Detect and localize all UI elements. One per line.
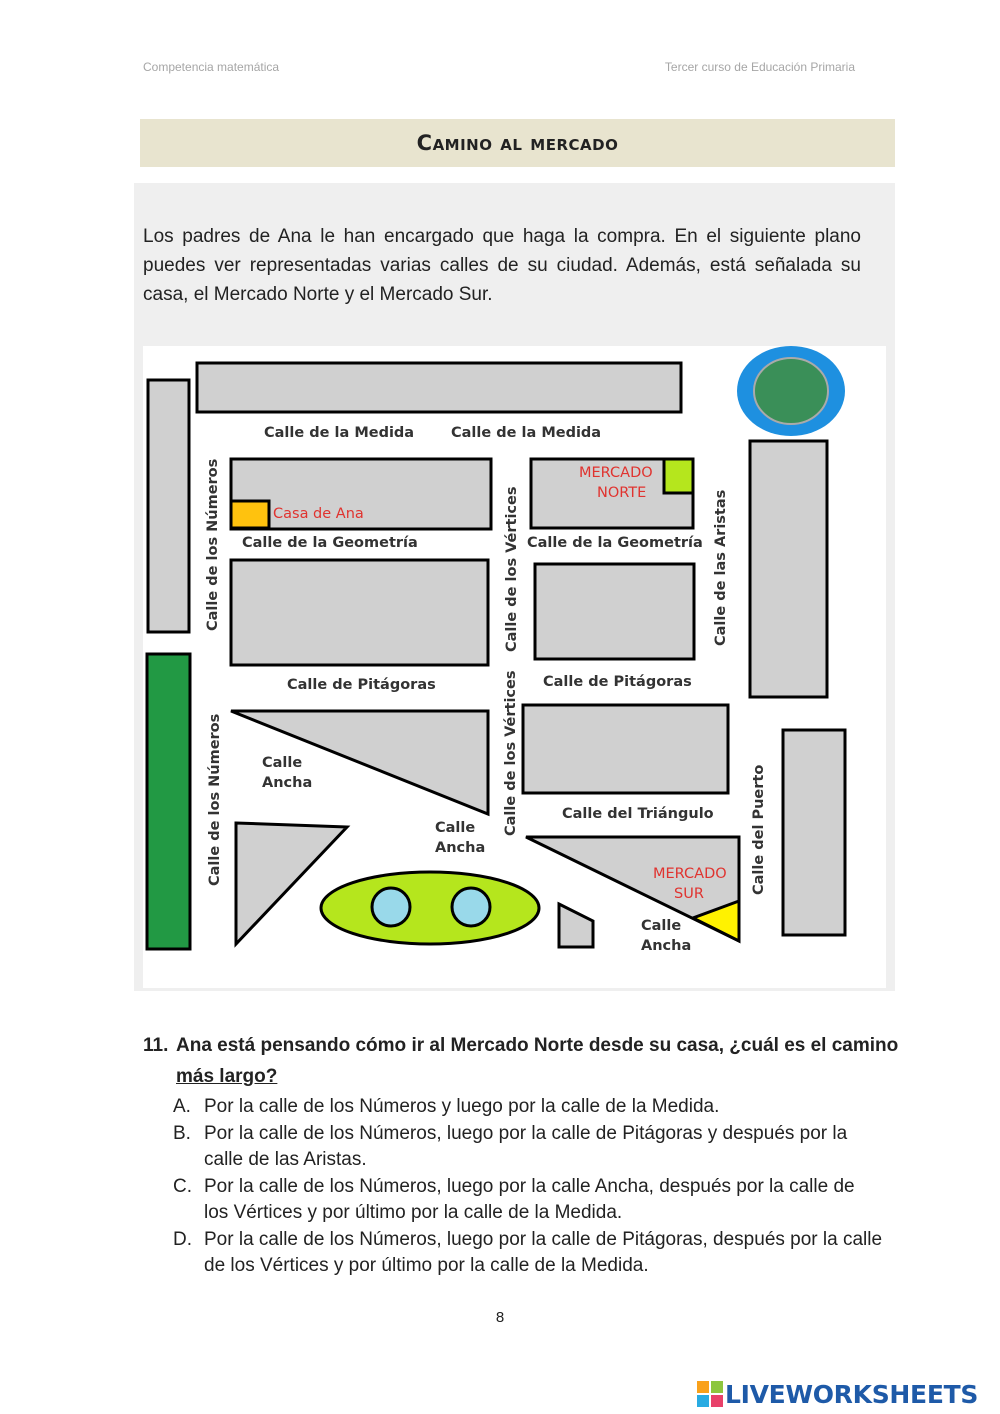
mercado-norte-label-2: NORTE — [597, 485, 647, 501]
block-mid-left — [231, 560, 488, 665]
street-geometria-1: Calle de la Geometría — [242, 535, 418, 551]
question-11 — [143, 1030, 913, 1092]
small-block — [559, 904, 593, 947]
option-text: Por la calle de los Números, luego por la calle Ancha, después por la calle de los Vértices y por último por la calle de la Medida. — [204, 1175, 855, 1223]
option-letter: D. — [173, 1228, 192, 1250]
option-c[interactable] — [173, 1174, 883, 1227]
street-map — [143, 346, 886, 988]
block-mid-right — [535, 564, 694, 659]
mercado-norte-label-1: MERCADO — [579, 465, 653, 481]
street-ancha-3-calle: Calle — [641, 918, 682, 934]
mercado-norte-marker — [664, 459, 693, 493]
park-oval — [321, 872, 539, 944]
round-park — [754, 358, 828, 424]
street-medida-1: Calle de la Medida — [264, 425, 415, 441]
street-vertices-1: Calle de los Vértices — [504, 486, 520, 652]
block-top — [197, 363, 681, 412]
street-vertices-2: Calle de los Vértices — [503, 670, 519, 836]
mercado-sur-label-1: MERCADO — [653, 866, 727, 882]
liveworksheets-brand[interactable] — [697, 1374, 978, 1414]
question-emphasis: más largo? — [176, 1066, 278, 1087]
street-medida-2: Calle de la Medida — [451, 425, 602, 441]
pond-left — [372, 888, 410, 926]
block-right-lower — [783, 730, 845, 935]
question-text: Ana está pensando cómo ir al Mercado Norte desde su casa, ¿cuál es el camino — [176, 1035, 899, 1056]
street-ancha-2-calle: Calle — [435, 820, 476, 836]
street-ancha-1-ancha: Ancha — [262, 775, 313, 791]
option-letter: A. — [173, 1096, 191, 1117]
mercado-sur-label-2: SUR — [674, 886, 704, 902]
street-numeros-2: Calle de los Números — [207, 713, 223, 886]
street-ancha-3-ancha: Ancha — [641, 938, 692, 954]
question-number: 11. — [143, 1035, 169, 1056]
option-text: Por la calle de los Números, luego por la calle de Pitágoras, después por la calle de los Vértices y por último por la calle de la Medida. — [204, 1228, 883, 1276]
street-puerto: Calle del Puerto — [751, 764, 767, 895]
option-b[interactable] — [173, 1121, 883, 1174]
block-lower-right — [523, 705, 728, 793]
option-text: Por la calle de los Números, luego por la calle de Pitágoras y después por la calle de las Aristas. — [204, 1122, 848, 1170]
street-numeros-1: Calle de los Números — [205, 458, 221, 631]
answer-options — [173, 1094, 883, 1280]
block-right-upper — [750, 441, 827, 697]
option-a[interactable] — [173, 1094, 883, 1121]
street-triangulo: Calle del Triángulo — [562, 806, 714, 822]
header-subject: Competencia matemática — [143, 60, 280, 74]
street-ancha-2-ancha: Ancha — [435, 840, 486, 856]
street-pitagoras-1: Calle de Pitágoras — [287, 677, 436, 693]
option-letter: C. — [173, 1175, 192, 1197]
header-course: Tercer curso de Educación Primaria — [664, 60, 855, 74]
triangle-block-2 — [236, 823, 347, 944]
street-pitagoras-2: Calle de Pitágoras — [543, 674, 692, 690]
street-ancha-1-calle: Calle — [262, 755, 303, 771]
street-geometria-2: Calle de la Geometría — [527, 535, 703, 551]
option-letter: B. — [173, 1122, 191, 1144]
page-number: 8 — [495, 1309, 505, 1326]
casa-de-ana-label: Casa de Ana — [273, 506, 364, 522]
page-title: Camino al mercado — [140, 119, 895, 167]
street-aristas: Calle de las Aristas — [713, 489, 729, 646]
brand-text: LIVEWORKSHEETS — [725, 1379, 979, 1409]
block-left-upper — [148, 380, 189, 632]
option-text: Por la calle de los Números y luego por la calle de la Medida. — [204, 1096, 720, 1117]
park-strip — [147, 654, 190, 949]
casa-de-ana-marker — [231, 501, 269, 528]
pond-right — [452, 888, 490, 926]
liveworksheets-logo-icon — [697, 1381, 723, 1407]
option-d[interactable] — [173, 1227, 883, 1280]
intro-paragraph: Los padres de Ana le han encargado que haga la compra. En el siguiente plano puedes ver representadas varias calles de su ciudad. Además, está señalada su casa, el Mercado Norte y el Mercado Sur. — [143, 226, 861, 305]
